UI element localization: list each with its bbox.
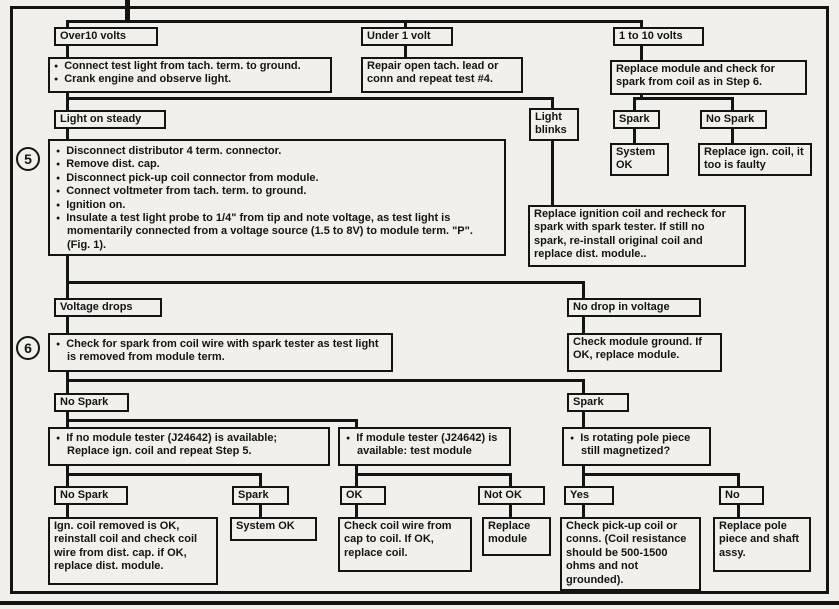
flow-line — [66, 379, 585, 382]
node-no-drop-in-voltage: No drop in voltage — [567, 298, 701, 317]
flow-line — [66, 255, 69, 298]
flow-line — [259, 473, 262, 486]
flow-line — [582, 473, 740, 476]
flow-line — [355, 504, 358, 517]
flow-line — [66, 20, 643, 23]
node-1-to-10-volts: 1 to 10 volts — [613, 27, 704, 46]
flow-line — [509, 473, 512, 486]
node-replace-pole-piece: Replace pole piece and shaft assy. — [713, 517, 811, 572]
step-6-label: 6 — [24, 340, 32, 356]
node-system-ok-bottom: System OK — [230, 517, 317, 541]
flow-line — [509, 504, 512, 517]
bullet-item: ● Remove dist. cap. — [56, 158, 498, 171]
frame-bottom-inner — [10, 591, 829, 594]
flow-line — [582, 281, 585, 298]
step-6-marker — [16, 336, 40, 360]
node-over10-volts: Over10 volts — [54, 27, 158, 46]
flow-line — [66, 97, 554, 100]
frame-right — [826, 6, 829, 594]
bullet-item: ● Disconnect pick-up coil connector from module. — [56, 172, 498, 185]
flow-line — [551, 140, 554, 205]
flow-line — [633, 128, 636, 143]
bullet-item: ● Disconnect distributor 4 term. connector. — [56, 145, 498, 158]
flow-line — [66, 473, 262, 476]
frame-top — [10, 6, 829, 9]
node-ok: OK — [340, 486, 386, 505]
bullet-item: ● Connect test light from tach. term. to ground. — [54, 60, 326, 73]
bullet-item: ● Insulate a test light probe to 1/4" from tip and note voltage, as test light is momentarily connected from a voltage source (1.5 to 8V) to module term. "P". (Fig. 1). — [56, 212, 498, 252]
node-replace-module-check: Replace module and check for spark from coil as in Step 6. — [610, 60, 807, 95]
flow-line — [731, 128, 734, 143]
node-check-pickup-coil: Check pick-up coil or conns. (Coil resistance should be 500-1500 ohms and not grounded). — [560, 517, 701, 591]
flow-line — [66, 92, 69, 110]
flow-line — [737, 473, 740, 486]
node-spark-final: Spark — [232, 486, 289, 505]
node-step6-check-spark — [48, 333, 393, 372]
step-5-label: 5 — [24, 151, 32, 167]
step-5-marker — [16, 147, 40, 171]
node-under-1-volt: Under 1 volt — [361, 27, 453, 46]
flow-line — [731, 97, 734, 110]
node-replace-ignition-recheck: Replace ignition coil and recheck for spark with spark tester. If still no spark, re-install original coil and replace dist. module.. — [528, 205, 746, 267]
flow-line — [66, 281, 585, 284]
entry-line — [125, 0, 130, 21]
node-no-spark-top: No Spark — [700, 110, 767, 129]
node-if-no-module-tester — [48, 427, 330, 466]
flow-line — [582, 316, 585, 333]
flow-line — [582, 411, 585, 427]
node-ign-coil-removed-ok: Ign. coil removed is OK, reinstall coil and check coil wire from dist. cap. if OK, replace dist. module. — [48, 517, 218, 585]
node-spark-mid: Spark — [567, 393, 629, 412]
node-voltage-drops: Voltage drops — [54, 298, 162, 317]
bullet-item: ● Connect voltmeter from tach. term. to ground. — [56, 185, 498, 198]
flow-line — [66, 316, 69, 333]
node-connect-test-light — [48, 57, 332, 93]
node-rotating-pole-piece — [562, 427, 711, 466]
node-no: No — [719, 486, 764, 505]
flow-line — [640, 45, 643, 61]
node-not-ok: Not OK — [478, 486, 545, 505]
flow-line — [582, 504, 585, 517]
flow-line — [633, 97, 734, 100]
flow-line — [259, 504, 262, 517]
node-replace-ign-coil-faulty: Replace ign. coil, it too is faulty — [698, 143, 812, 176]
node-check-module-ground: Check module ground. If OK, replace module. — [567, 333, 722, 372]
flow-line — [66, 371, 69, 394]
node-no-spark-final: No Spark — [54, 486, 128, 505]
node-spark-top: Spark — [613, 110, 660, 129]
flow-line — [582, 379, 585, 394]
bullet-item: ● Ignition on. — [56, 199, 498, 212]
flow-line — [355, 473, 512, 476]
node-no-spark-mid: No Spark — [54, 393, 129, 412]
node-system-ok-top: System OK — [610, 143, 669, 176]
node-light-on-steady: Light on steady — [54, 110, 166, 129]
bullet-item: ● Crank engine and observe light. — [54, 73, 326, 86]
frame-bottom-outer — [0, 601, 839, 605]
bullet-item: ● If module tester (J24642) is available: test module — [346, 432, 503, 459]
frame-left — [10, 6, 13, 594]
node-repair-open-tach: Repair open tach. lead or conn and repeat test #4. — [361, 57, 523, 93]
bullet-item: ● Check for spark from coil wire with spark tester as test light is removed from module term. — [56, 338, 385, 365]
flow-line — [737, 504, 740, 517]
node-light-blinks: Light blinks — [529, 108, 579, 141]
node-replace-module-bottom: Replace module — [482, 517, 551, 556]
node-check-coil-wire: Check coil wire from cap to coil. If OK, replace coil. — [338, 517, 472, 572]
flow-line — [66, 504, 69, 517]
flow-line — [633, 97, 636, 110]
bullet-item: ● If no module tester (J24642) is available; Replace ign. coil and repeat Step 5. — [56, 432, 322, 459]
node-yes: Yes — [564, 486, 614, 505]
flow-line — [66, 419, 358, 422]
node-if-module-tester — [338, 427, 511, 466]
bullet-item: ● Is rotating pole piece still magnetized? — [570, 432, 703, 459]
node-step5-actions — [48, 139, 506, 256]
